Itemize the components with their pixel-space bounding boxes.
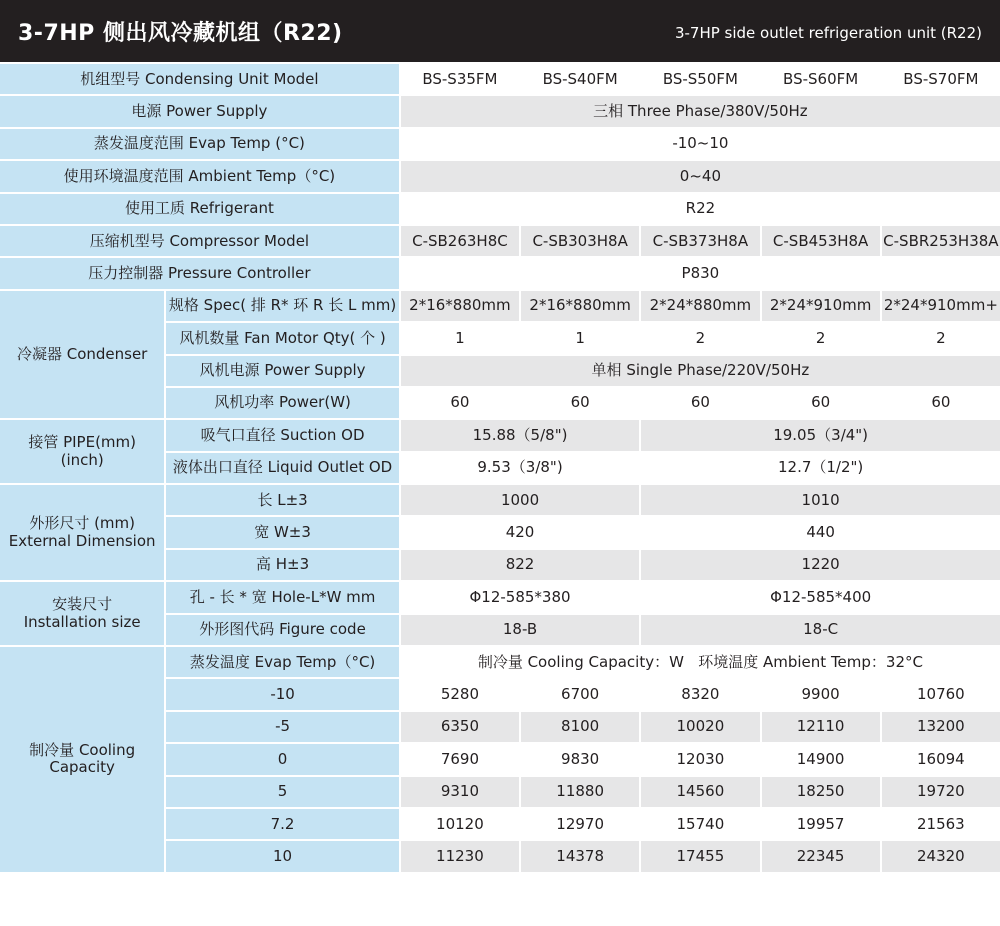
capacity-cell: 22345	[762, 841, 880, 871]
fan-qty-cell: 1	[401, 323, 519, 353]
suction-cell: 19.05（3/4")	[641, 420, 1000, 450]
width-cell: 440	[641, 517, 1000, 547]
liquid-outlet-cell: 12.7（1/2")	[641, 453, 1000, 483]
fan-qty-cell: 2	[882, 323, 1000, 353]
capacity-cell: 8320	[641, 679, 759, 709]
model-cell: BS-S60FM	[762, 64, 880, 94]
capacity-cell: 14560	[641, 777, 759, 807]
row-label-suction: 吸气口直径 Suction OD	[166, 420, 398, 450]
capacity-cell: 7690	[401, 744, 519, 774]
capacity-header: 制冷量 Cooling Capacity：W 环境温度 Ambient Temp：32°C	[401, 647, 1000, 677]
model-cell: BS-S40FM	[521, 64, 639, 94]
compressor-cell: C-SB303H8A	[521, 226, 639, 256]
table-row	[0, 129, 1000, 159]
hole-cell: Φ12-585*400	[641, 582, 1000, 612]
fan-power-cell: 60	[762, 388, 880, 418]
row-label-fan-power: 风机功率 Power(W)	[166, 388, 398, 418]
page-subtitle: 3-7HP side outlet refrigeration unit (R22)	[674, 24, 982, 42]
pressure-value: P830	[401, 258, 1000, 288]
capacity-cell: 19957	[762, 809, 880, 839]
group-label-condenser: 冷凝器 Condenser	[0, 291, 164, 419]
capacity-temp-label: -5	[166, 712, 398, 742]
fan-qty-cell: 2	[641, 323, 759, 353]
capacity-cell: 12970	[521, 809, 639, 839]
compressor-cell: C-SB263H8C	[401, 226, 519, 256]
row-label-hole: 孔 - 长 * 宽 Hole-L*W mm	[166, 582, 398, 612]
group-label-capacity	[0, 647, 164, 872]
row-label-ambient-temp: 使用环境温度范围 Ambient Temp（°C)	[0, 161, 399, 191]
capacity-temp-label: 0	[166, 744, 398, 774]
capacity-cell: 11880	[521, 777, 639, 807]
compressor-cell: C-SB453H8A	[762, 226, 880, 256]
row-label-evap-temp: 蒸发温度范围 Evap Temp (°C)	[0, 129, 399, 159]
figure-code-cell: 18-C	[641, 615, 1000, 645]
capacity-cell: 10760	[882, 679, 1000, 709]
group-label-installation	[0, 582, 164, 645]
capacity-cell: 16094	[882, 744, 1000, 774]
table-row	[0, 226, 1000, 256]
capacity-temp-label: 5	[166, 777, 398, 807]
condenser-spec-cell: 2*16*880mm	[521, 291, 639, 321]
capacity-cell: 5280	[401, 679, 519, 709]
height-cell: 822	[401, 550, 639, 580]
capacity-temp-label: -10	[166, 679, 398, 709]
fan-power-cell: 60	[521, 388, 639, 418]
capacity-cell: 18250	[762, 777, 880, 807]
refrigerant-value: R22	[401, 194, 1000, 224]
fan-power-cell: 60	[641, 388, 759, 418]
table-row	[0, 258, 1000, 288]
evap-temp-value: -10~10	[401, 129, 1000, 159]
fan-power-supply-value: 单相 Single Phase/220V/50Hz	[401, 356, 1000, 386]
capacity-cell: 21563	[882, 809, 1000, 839]
capacity-cell: 12030	[641, 744, 759, 774]
capacity-cell: 9900	[762, 679, 880, 709]
row-label-evap-temp-capacity: 蒸发温度 Evap Temp（°C)	[166, 647, 398, 677]
fan-qty-cell: 2	[762, 323, 880, 353]
group-label-line: Capacity	[49, 758, 115, 777]
group-label-line: 制冷量 Cooling	[29, 741, 136, 760]
width-cell: 420	[401, 517, 639, 547]
row-label-model: 机组型号 Condensing Unit Model	[0, 64, 399, 94]
model-cell: BS-S70FM	[882, 64, 1000, 94]
table-row	[0, 485, 1000, 515]
capacity-cell: 8100	[521, 712, 639, 742]
model-cell: BS-S50FM	[641, 64, 759, 94]
compressor-cell: C-SBR253H38A	[882, 226, 1000, 256]
row-label-pressure: 压力控制器 Pressure Controller	[0, 258, 399, 288]
group-label-pipe	[0, 420, 164, 483]
capacity-cell: 24320	[882, 841, 1000, 871]
row-label-width: 宽 W±3	[166, 517, 398, 547]
row-label-condenser-spec: 规格 Spec( 排 R* 环 R 长 L mm)	[166, 291, 398, 321]
condenser-spec-cell: 2*24*910mm+	[882, 291, 1000, 321]
capacity-cell: 11230	[401, 841, 519, 871]
row-label-power-supply: 电源 Power Supply	[0, 96, 399, 126]
group-label-line: 接管 PIPE(mm)	[28, 433, 137, 452]
capacity-cell: 10120	[401, 809, 519, 839]
capacity-cell: 14378	[521, 841, 639, 871]
figure-code-cell: 18-B	[401, 615, 639, 645]
table-row	[0, 647, 1000, 677]
group-label-line: Installation size	[23, 612, 141, 631]
capacity-cell: 13200	[882, 712, 1000, 742]
hole-cell: Φ12-585*380	[401, 582, 639, 612]
row-label-liquid-outlet: 液体出口直径 Liquid Outlet OD	[166, 453, 398, 483]
table-row	[0, 161, 1000, 191]
capacity-cell: 6350	[401, 712, 519, 742]
row-label-figure-code: 外形图代码 Figure code	[166, 615, 398, 645]
capacity-cell: 9310	[401, 777, 519, 807]
table-row	[0, 96, 1000, 126]
suction-cell: 15.88（5/8")	[401, 420, 639, 450]
length-cell: 1000	[401, 485, 639, 515]
capacity-cell: 6700	[521, 679, 639, 709]
fan-qty-cell: 1	[521, 323, 639, 353]
table-row	[0, 64, 1000, 94]
spec-table	[0, 62, 1000, 874]
ambient-temp-value: 0~40	[401, 161, 1000, 191]
group-label-line: External Dimension	[8, 531, 156, 550]
fan-power-cell: 60	[882, 388, 1000, 418]
page-header	[0, 0, 1000, 62]
model-cell: BS-S35FM	[401, 64, 519, 94]
capacity-cell: 14900	[762, 744, 880, 774]
table-row	[0, 194, 1000, 224]
length-cell: 1010	[641, 485, 1000, 515]
condenser-spec-cell: 2*24*880mm	[641, 291, 759, 321]
compressor-cell: C-SB373H8A	[641, 226, 759, 256]
row-label-refrigerant: 使用工质 Refrigerant	[0, 194, 399, 224]
liquid-outlet-cell: 9.53（3/8")	[401, 453, 639, 483]
group-label-line: 外形尺寸 (mm)	[29, 514, 136, 533]
row-label-fan-power-supply: 风机电源 Power Supply	[166, 356, 398, 386]
group-label-line: (inch)	[60, 450, 104, 469]
power-supply-value: 三相 Three Phase/380V/50Hz	[401, 96, 1000, 126]
group-label-dimension	[0, 485, 164, 580]
capacity-temp-label: 10	[166, 841, 398, 871]
table-row	[0, 291, 1000, 321]
table-row	[0, 420, 1000, 450]
capacity-cell: 12110	[762, 712, 880, 742]
capacity-cell: 17455	[641, 841, 759, 871]
capacity-cell: 10020	[641, 712, 759, 742]
row-label-fan-qty: 风机数量 Fan Motor Qty( 个 )	[166, 323, 398, 353]
row-label-compressor: 压缩机型号 Compressor Model	[0, 226, 399, 256]
fan-power-cell: 60	[401, 388, 519, 418]
condenser-spec-cell: 2*24*910mm	[762, 291, 880, 321]
height-cell: 1220	[641, 550, 1000, 580]
capacity-cell: 9830	[521, 744, 639, 774]
condenser-spec-cell: 2*16*880mm	[401, 291, 519, 321]
page-title: 3-7HP 侧出风冷藏机组（R22)	[18, 21, 343, 46]
row-label-length: 长 L±3	[166, 485, 398, 515]
capacity-cell: 19720	[882, 777, 1000, 807]
capacity-temp-label: 7.2	[166, 809, 398, 839]
table-row	[0, 582, 1000, 612]
row-label-height: 高 H±3	[166, 550, 398, 580]
capacity-cell: 15740	[641, 809, 759, 839]
group-label-line: 安装尺寸	[52, 595, 113, 614]
